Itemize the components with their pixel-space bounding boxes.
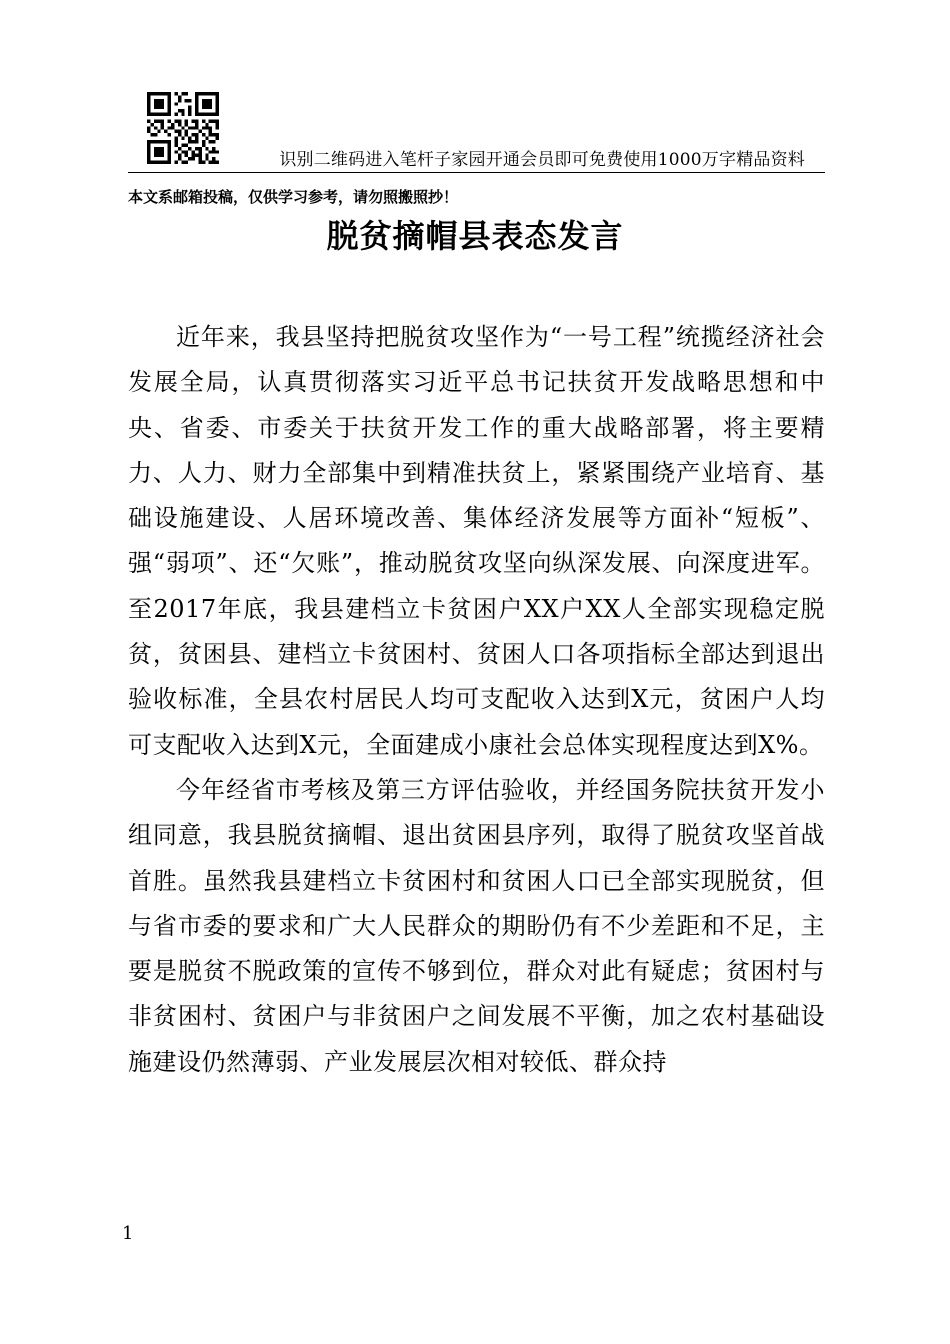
header-promo-text: 识别二维码进入笔杆子家园开通会员即可免费使用1000万字精品资料: [279, 150, 805, 170]
document-body: [128, 315, 825, 1085]
page-header: [128, 92, 825, 172]
page-number: 1: [122, 1223, 134, 1244]
disclaimer-text: 本文系邮箱投稿，仅供学习参考，请勿照搬照抄！: [128, 188, 459, 206]
body-paragraph-2: 今年经省市考核及第三方评估验收，并经国务院扶贫开发小组同意，我县脱贫摘帽、退出贫困县序列，取得了脱贫攻坚首战首胜。虽然我县建档立卡贫困村和贫困人口已全部实现脱贫，但与省市委的要求和广大人民群众的期盼仍有不少差距和不足，主要是脱贫不脱政策的宣传不够到位，群众对此有疑虑；贫困村与非贫困村、贫困户与非贫困户之间发展不平衡，加之农村基础设施建设仍然薄弱、产业发展层次相对较低、群众持: [128, 775, 825, 1076]
body-paragraph-1: 近年来，我县坚持把脱贫攻坚作为“一号工程”统揽经济社会发展全局，认真贯彻落实习近平总书记扶贫开发战略思想和中央、省委、市委关于扶贫开发工作的重大战略部署，将主要精力、人力、财力全部集中到精准扶贫上，紧紧围绕产业培育、基础设施建设、人居环境改善、集体经济发展等方面补“短板”、强“弱项”、还“欠账”，推动脱贫攻坚向纵深发展、向深度进军。至2017年底，我县建档立卡贫困户XX户XX人全部实现稳定脱贫，贫困县、建档立卡贫困村、贫困人口各项指标全部达到退出验收标准，全县农村居民人均可支配收入达到X元，贫困户人均可支配收入达到X元，全面建成小康社会总体实现程度达到X%。: [128, 323, 825, 759]
header-divider: [128, 172, 825, 173]
document-title: 脱贫摘帽县表态发言: [326, 217, 624, 255]
qr-code-icon[interactable]: [147, 92, 219, 164]
